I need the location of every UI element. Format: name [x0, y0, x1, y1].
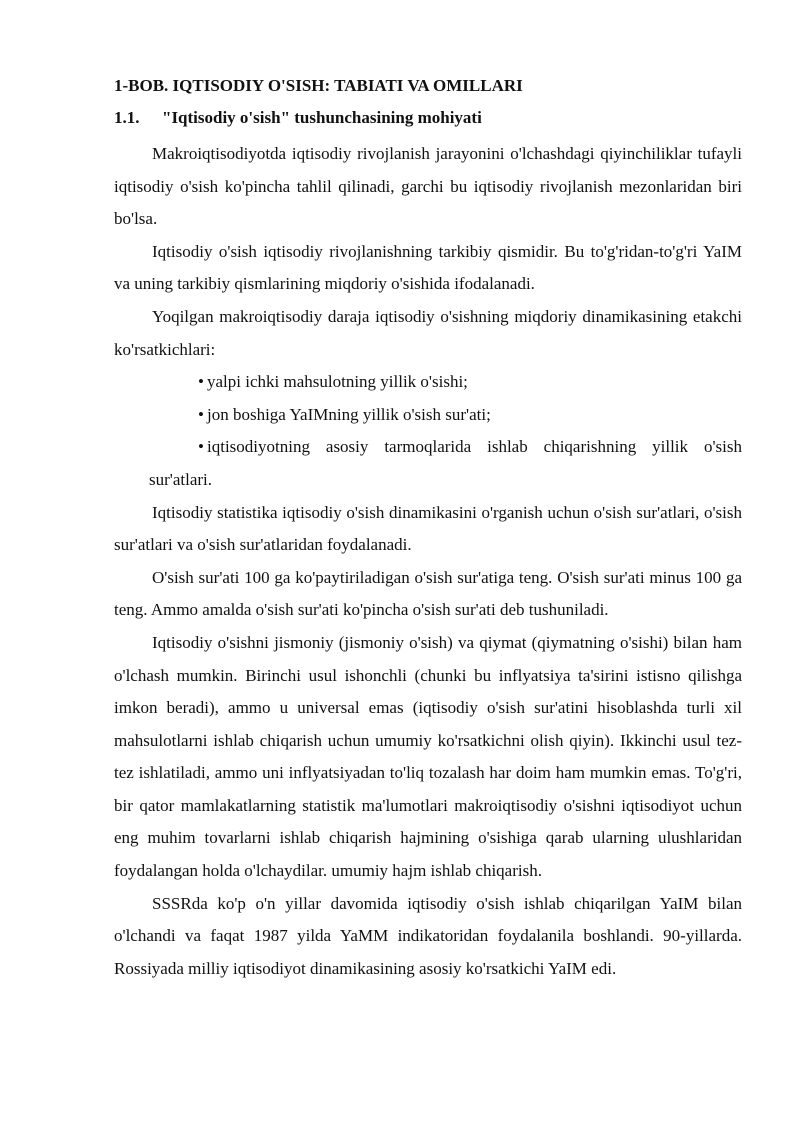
list-item-continuation: sur'atlari. [149, 469, 213, 489]
paragraph: Yoqilgan makroiqtisodiy daraja iqtisodiy o'sishning miqdoriy dinamikasining etakchi ko'rsatkichlari: [114, 306, 742, 359]
section-title: "Iqtisodiy o'sish" tushunchasining mohiyati [162, 108, 482, 127]
paragraph: O'sish sur'ati 100 ga ko'paytiriladigan o'sish sur'atiga teng. O'sish sur'ati minus 100 ga teng. Ammo amalda o'sish sur'ati ko'pincha o'sish sur'ati deb tushuniladi. [114, 567, 742, 620]
bullet-icon: • [198, 372, 204, 392]
bullet-icon: • [198, 437, 204, 457]
list-item [114, 399, 742, 432]
section-number: 1.1. [114, 108, 140, 127]
list-item-text: jon boshiga YaIMning yillik o'sish sur'ati; [207, 404, 491, 424]
section-heading [114, 106, 742, 130]
bullet-list [114, 366, 742, 496]
paragraph: Iqtisodiy statistika iqtisodiy o'sish dinamikasini o'rganish uchun o'sish sur'atlari, o'sish sur'atlari va o'sish sur'atlaridan foydalanadi. [114, 502, 742, 555]
list-item [114, 431, 742, 464]
paragraph: Iqtisodiy o'sish iqtisodiy rivojlanishning tarkibiy qismidir. Bu to'g'ridan-to'g'ri YaIM va uning tarkibiy qismlarining miqdoriy o'sishida ifodalanadi. [114, 241, 742, 294]
list-item-text: yalpi ichki mahsulotning yillik o'sishi; [207, 372, 468, 392]
bullet-icon: • [198, 404, 204, 424]
paragraph: Makroiqtisodiyotda iqtisodiy rivojlanish jarayonini o'lchashdagi qiyinchiliklar tufayli iqtisodiy o'sish ko'pincha tahlil qilinadi, garchi bu iqtisodiy rivojlanish mezonlaridan biri bo'lsa. [114, 144, 742, 229]
chapter-title: 1-BOB. IQTISODIY O'SISH: TABIATI VA OMILLARI [114, 76, 523, 95]
paragraph: Iqtisodiy o'sishni jismoniy (jismoniy o'sish) va qiymat (qiymatning o'sishi) bilan ham o'lchash mumkin. Birinchi usul ishonchli (chunki bu inflyatsiya ta'sirini istisno qilishga imkon beradi), ammo u universal emas (iqtisodiy o'sish sur'atini hisoblashda turli xil mahsulotlarni ishlab chiqarish uchun umumiy ko'rsatkichni olish qiyin). Ikkinchi usul tez-tez ishlatiladi, ammo uni inflyatsiyadan to'liq tozalash har doim ham mumkin emas. To'g'ri, bir qator mamlakatlarning statistik ma'lumotlari makroiqtisodiy o'sishni iqtisodiyot uchun eng muhim tovarlarni ishlab chiqarish hajmining o'sishiga qarab ularning ulushlaridan foydalangan holda o'lchaydilar. umumiy hajm ishlab chiqarish. [114, 632, 742, 881]
paragraph: SSSRda ko'p o'n yillar davomida iqtisodiy o'sish ishlab chiqarilgan YaIM bilan o'lchandi va faqat 1987 yilda YaMM indikatoridan foydalanila boshlandi. 90-yillarda. Rossiyada milliy iqtisodiyot dinamikasining asosiy ko'rsatkichi YaIM edi. [114, 893, 742, 978]
list-item-text: iqtisodiyotning asosiy tarmoqlarida ishlab chiqarishning yillik o'sish [207, 437, 742, 457]
list-item [114, 366, 742, 399]
